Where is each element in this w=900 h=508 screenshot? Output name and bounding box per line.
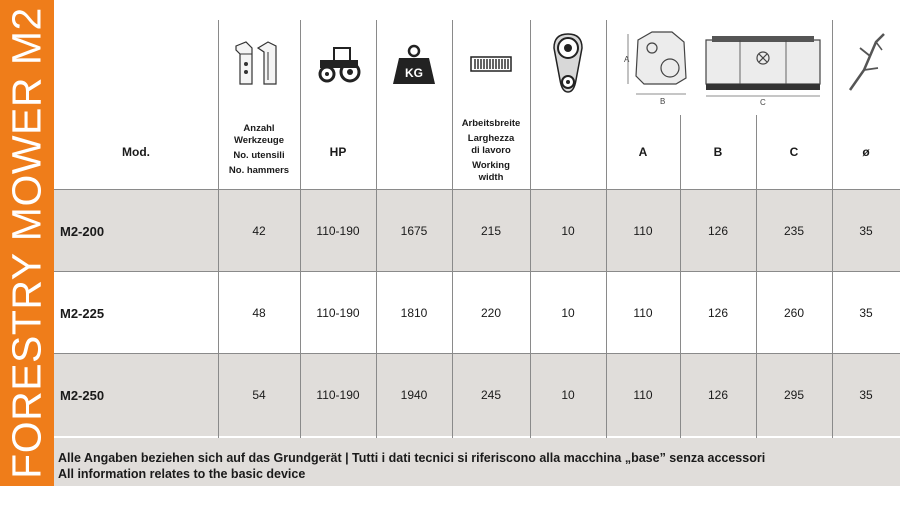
page-title: FORESTRY MOWER M2	[3, 7, 50, 479]
row-a: 110	[633, 306, 653, 320]
row-diameter: 35	[859, 306, 873, 320]
header-hammers-line: Werkzeuge	[234, 135, 284, 146]
row-c: 295	[783, 388, 805, 402]
sidebar-band	[0, 0, 54, 486]
header-width-line: Working	[472, 160, 510, 171]
footnote-line: All information relates to the basic device	[58, 467, 306, 481]
row-width: 215	[480, 224, 502, 238]
row-b: 126	[707, 224, 729, 238]
header-a: A	[638, 145, 648, 159]
row-diameter: 35	[859, 388, 873, 402]
header-width-line: di lavoro	[471, 145, 511, 156]
row-divider	[54, 271, 900, 272]
row-model: M2-225	[60, 306, 105, 321]
diagram-label-b: B	[660, 97, 666, 106]
row-c: 260	[783, 306, 805, 320]
row-weight: 1675	[400, 224, 428, 238]
row-hammers: 48	[252, 306, 266, 320]
row-hp: 110-190	[316, 388, 360, 402]
hammers-icon	[232, 40, 280, 88]
header-hammers-line: Anzahl	[243, 123, 275, 134]
row-model: M2-200	[60, 224, 105, 239]
weight-icon	[391, 44, 437, 86]
row-hammers: 42	[252, 224, 266, 238]
rotor-icon	[470, 54, 512, 74]
row-weight: 1810	[400, 306, 428, 320]
header-b: B	[713, 145, 723, 159]
dimension-diagram-icon	[622, 26, 828, 108]
row-hammers: 54	[252, 388, 266, 402]
header-width-line: Arbeitsbreite	[461, 118, 521, 129]
row-col6: 10	[561, 388, 575, 402]
header-hp: HP	[329, 145, 347, 159]
row-weight: 1940	[400, 388, 428, 402]
tractor-icon	[314, 44, 364, 84]
header-width-line: width	[478, 172, 504, 183]
row-b: 126	[707, 306, 729, 320]
header-hammers	[218, 123, 300, 177]
row-divider	[54, 189, 900, 190]
branch-icon	[844, 30, 890, 94]
row-a: 110	[633, 388, 653, 402]
row-col6: 10	[561, 306, 575, 320]
diagram-label-a: A	[624, 55, 630, 64]
row-col6: 10	[561, 224, 575, 238]
footnote-line: Alle Angaben beziehen sich auf das Grundgerät | Tutti i dati tecnici si riferiscono alla macchina „base” senza accessori	[58, 451, 766, 465]
diagram-label-c: C	[760, 98, 766, 107]
row-width: 220	[480, 306, 502, 320]
belt-pulley-icon	[550, 32, 586, 94]
spec-table	[54, 0, 900, 438]
row-model: M2-250	[60, 388, 105, 403]
weight-icon-label: KG	[405, 66, 423, 80]
row-diameter: 35	[859, 224, 873, 238]
row-hp: 110-190	[316, 224, 360, 238]
row-a: 110	[633, 224, 653, 238]
footnote	[54, 438, 900, 486]
header-model: Mod.	[122, 145, 150, 159]
header-hammers-line: No. hammers	[228, 165, 290, 176]
row-hp: 110-190	[316, 306, 360, 320]
header-hammers-line: No. utensili	[233, 150, 285, 161]
row-divider	[54, 353, 900, 354]
row-width: 245	[480, 388, 502, 402]
header-diameter: ø	[862, 145, 870, 159]
row-c: 235	[783, 224, 805, 238]
header-width	[452, 118, 530, 184]
header-width-line: Larghezza	[467, 133, 515, 144]
header-c: C	[789, 145, 799, 159]
row-b: 126	[707, 388, 729, 402]
